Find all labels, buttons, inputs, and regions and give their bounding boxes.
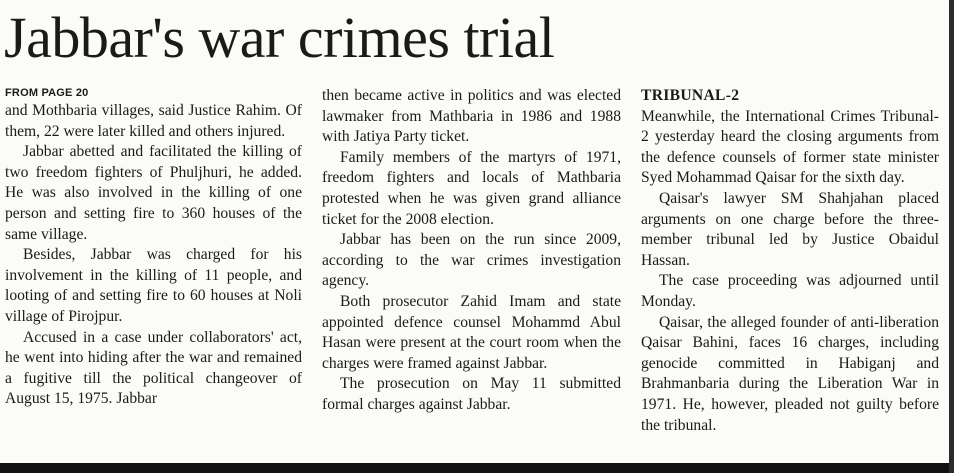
bottom-rule <box>0 463 954 473</box>
article-column-2 <box>322 86 621 470</box>
continued-from-label: FROM PAGE 20 <box>5 87 89 99</box>
article-column-3 <box>641 86 939 470</box>
paragraph: Qaisar's lawyer SM Shahjahan placed arguments on one charge before the three-member tribunal led by Justice Obaidul Hassan. <box>641 189 939 269</box>
paragraph: Meanwhile, the International Crimes Tribunal-2 yesterday heard the closing arguments from the defence counsels of former state minister Syed Mohammad Qaisar for the sixth day. <box>641 107 939 187</box>
page-edge <box>949 0 954 473</box>
paragraph: The prosecution on May 11 submitted formal charges against Jabbar. <box>322 375 621 413</box>
article-column-1 <box>5 86 302 470</box>
paragraph: then became active in politics and was elected lawmaker from Mathbaria in 1986 and 1988 with Jatiya Party ticket. <box>322 87 621 146</box>
paragraph: Family members of the martyrs of 1971, freedom fighters and locals of Mathbaria protested when he was given grand alliance ticket for the 2008 election. <box>322 148 621 228</box>
section-subhead: TRIBUNAL-2 <box>641 87 740 104</box>
paragraph: and Mothbaria villages, said Justice Rahim. Of them, 22 were later killed and others injured. <box>5 102 302 140</box>
paragraph: The case proceeding was adjourned until Monday. <box>641 272 939 310</box>
headline: Jabbar's war crimes trial <box>4 5 555 70</box>
paragraph: Qaisar, the alleged founder of anti-liberation Qaisar Bahini, faces 16 charges, including genocide committed in Habiganj and Brahmanbaria during the Liberation War in 1971. He, however, pleaded not guilty before the tribunal. <box>641 313 939 434</box>
paragraph: Jabbar has been on the run since 2009, according to the war crimes investigation agency. <box>322 231 621 290</box>
paragraph: Accused in a case under collaborators' act, he went into hiding after the war and remained a fugitive till the political changeover of August 15, 1975. Jabbar <box>5 328 302 408</box>
paragraph: Jabbar abetted and facilitated the killing of two freedom fighters of Phuljhuri, he added. He was also involved in the killing of one person and setting fire to 360 houses of the same village. <box>5 143 302 243</box>
paragraph: Both prosecutor Zahid Imam and state appointed defence counsel Mohammd Abul Hasan were present at the court room when the charges were framed against Jabbar. <box>322 292 621 372</box>
paragraph: Besides, Jabbar was charged for his involvement in the killing of 11 people, and looting of and setting fire to 60 houses at Noli village of Pirojpur. <box>5 246 302 325</box>
